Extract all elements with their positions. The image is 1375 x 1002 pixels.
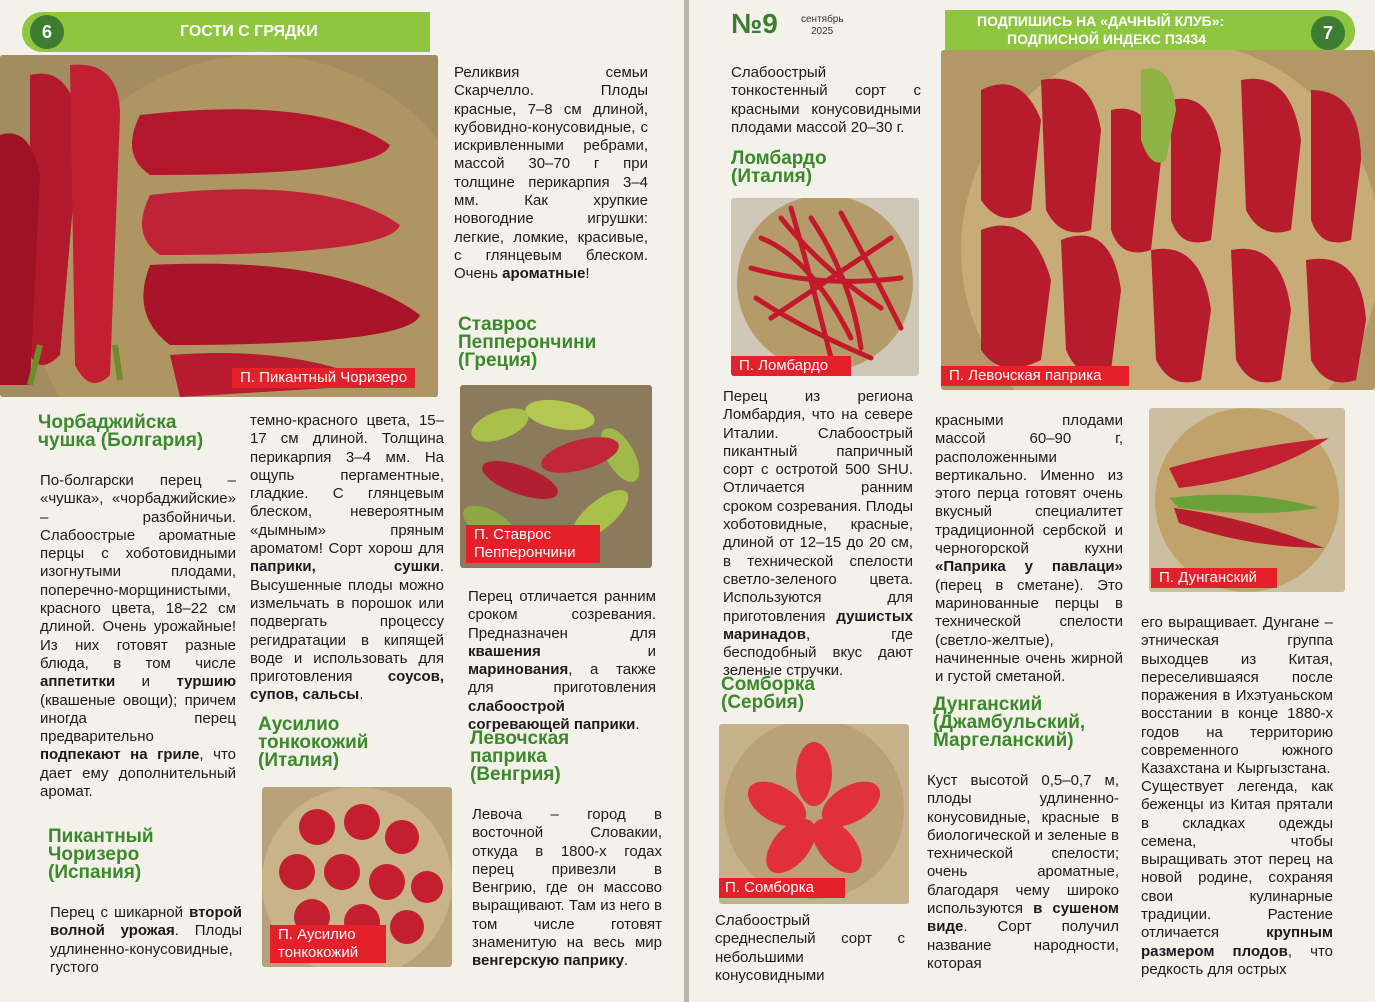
issue-year: 2025 (811, 26, 834, 37)
photo-dunganskiy-caption: П. Дунганский (1151, 568, 1277, 588)
levocha-text-right: красными плодами массой 60–90 г, расположенными вертикально. Именно из этого перца готовят очень вкусный специалитет традиционной сербской и черногорской кухни «Паприка у павлаци» (перец в сметане). Это маринованные перцы в технической спелости (светло-желтые), начиненные очень жирной и густой сметаной. (935, 412, 1123, 686)
dunganskiy-continued-text: его выращивает. Дунгане – этническая группа выходцев из Китая, переселившаяся после поражения в Ихэтуаньском восстании в конце 1880-х годов на территорию современного южного Казахстана и Кыргызстана. (1141, 614, 1333, 778)
levocha-text-left: Левоча – город в восточной Словакии, откуда в 1800-х годах перец привезли в Венгрию, где он массово выращивают. Там из него в том числе готовят знаменитую на весь мир венгерскую паприку. (472, 806, 662, 970)
lombardo-title: Ломбардо (Италия) (731, 148, 827, 187)
photo-stavros-caption: П. Ставрос Пепперончини (466, 525, 600, 563)
right-page-number: 7 (1311, 16, 1345, 50)
dunganskiy-text: Куст высотой 0,5–0,7 м, плоды удлиненно-конусовидные, красные в биологической и зеленые в технической спелости; очень ароматные, благодаря чему широко используются в сушеном виде. Сорт получил название народности, которая (927, 772, 1119, 972)
photo-ausilio-caption: П. Аусилио тонкокожий (270, 925, 386, 963)
levocha-peppers-image (941, 50, 1375, 390)
somborka-text: Слабоострый среднеспелый сорт с небольшими конусовидными (715, 912, 905, 984)
right-header-line2: ПОДПИСНОЙ ИНДЕКС П3434 (1007, 31, 1206, 47)
dunganskiy-peppers-image (1149, 408, 1345, 592)
lev-intro-text: Слабоострый тонкостенный сорт с красными конусовидными плодами массой 20–30 г. (731, 64, 921, 136)
somborka-peppers-image (719, 724, 909, 904)
issue-month: сентябрь (801, 14, 844, 25)
photo-stavros (460, 385, 652, 568)
stavros-title: Ставрос Пепперончини (Греция) (458, 314, 597, 371)
chorizero-text: Перец с шикарной второй волной урожая. Плоды удлиненно-конусовидные, густого (50, 904, 242, 976)
chorizero-continued-text: темно-красного цвета, 15–17 см длиной. Толщина перикарпия 3–4 мм. На ощупь пергаментные, гладкие. С глянцевым блеском, невероятным «дымным» пряным ароматом! Сорт хорош для паприки, сушки. Высушенные плоды можно измельчать в порошок или подвергать процессу регидратации в кипящей воде и использовать для приготовления соусов, супов, сальсы. (250, 412, 444, 704)
right-header-bar (945, 10, 1355, 52)
dunganskiy-title: Дунганский (Джамбульский, Маргеланский) (933, 694, 1086, 751)
photo-levocha-caption: П. Левочская паприка (941, 366, 1129, 386)
chorbadzhiyska-title: Чорбаджийска чушка (Болгария) (38, 412, 204, 451)
photo-ausilio (262, 787, 452, 967)
lombardo-text: Перец из региона Ломбардия, что на севере Италии. Слабоострый пикантный папричный сорт с остротой 500 SHU. Отличается ранним сроком созревания. Плоды хоботовидные, красные, длиной от 12–15 до 20 см, в технической спелости светло-зеленого цвета. Используются для приготовления душистых маринадов, где бесподобный вкус дают зеленые стручки. (723, 388, 913, 680)
chorbadzhiyska-text: По-болгарски перец – «чушка», «чорбаджийские» – разбойничьи. Слабоострые ароматные перцы с хоботовидными изогнутыми плодами, поперечно-морщинистыми, красного цвета, 18–22 см длиной. Очень урожайные! Из них готовят разные блюда, в том числе аппетитки и туршию (квашеные овощи); причем иногда перец предварительно подпекают на гриле, что дает ему дополнительный аромат. (40, 472, 237, 801)
lombardo-peppers-image (731, 198, 919, 376)
legend-text: Существует легенда, как беженцы из Китая прятали в складках одежды семена, чтобы выращивать этот перец на новой родине, сохраняя свои кулинарные традиции. Растение отличается крупным размером плодов, что редкость для острых (1141, 778, 1333, 978)
photo-somborka-caption: П. Сомборка (719, 878, 845, 898)
left-page-number: 6 (30, 15, 64, 49)
photo-chorizero (0, 55, 438, 397)
right-header-line1: ПОДПИШИСЬ НА «ДАЧНЫЙ КЛУБ»: (977, 13, 1225, 29)
chorizero-title: Пикантный Чоризеро (Испания) (48, 826, 154, 883)
somborka-title: Сомборка (Сербия) (721, 674, 815, 713)
chorizero-peppers-image (0, 55, 438, 397)
photo-lombardo-caption: П. Ломбардо (731, 356, 851, 376)
photo-chorizero-caption: П. Пикантный Чоризеро (232, 368, 415, 388)
left-page (0, 0, 684, 1002)
left-header-title: ГОСТИ С ГРЯДКИ (180, 23, 318, 40)
photo-lombardo (731, 198, 919, 376)
scarcello-text: Реликвия семьи Скарчелло. Плоды красные, 7–8 см длиной, кубовидно-конусовидные, с искривленными ребрами, массой 30–70 г при толщине перикарпия 3–4 мм. Как хрупкие новогодние игрушки: легкие, ломкие, красивые, с глянцевым блеском. Очень ароматные! (454, 64, 648, 283)
photo-dunganskiy (1149, 408, 1345, 592)
photo-somborka (719, 724, 909, 904)
stavros-text: Перец отличается ранним сроком созревания. Предназначен для квашения и маринования, а также для приготовления слабоострой согревающей паприки. (468, 588, 656, 734)
right-page (689, 0, 1375, 1002)
left-header-bar (22, 12, 430, 52)
ausilio-title: Аусилио тонкокожий (Италия) (258, 714, 369, 771)
issue-number: №9 (731, 8, 778, 39)
photo-levocha (941, 50, 1375, 390)
levocha-title-left: Левочская паприка (Венгрия) (470, 728, 570, 785)
